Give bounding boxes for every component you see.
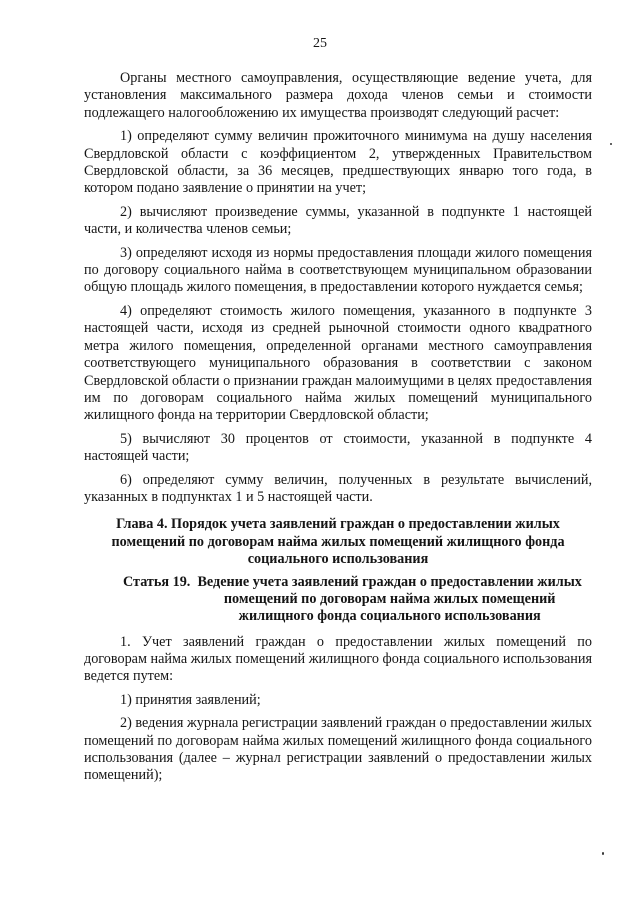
scan-speck [602, 852, 604, 855]
article-label: Статья 19. [123, 573, 191, 590]
document-body [84, 70, 592, 791]
chapter-heading: Глава 4. Порядок учета заявлений граждан о предоставлении жилых помещений по договорам найма жилых помещений жилищного фонда социального использования [111, 516, 565, 567]
article-title: Ведение учета заявлений граждан о предоставлении жилых помещений по договорам найма жилых помещений жилищного фонда социального использования [197, 573, 582, 625]
page-number: 25 [313, 36, 327, 51]
paragraph-intro: Органы местного самоуправления, осуществляющие ведение учета, для установления максимального размера дохода членов семьи и стоимости подлежащего налогообложению их имущества производят следующий расчет: [84, 70, 592, 121]
article-list-item-1: 1) принятия заявлений; [120, 691, 261, 708]
list-item-6: 6) определяют сумму величин, полученных в результате вычислений, указанных в подпунктах 1 и 5 настоящей части. [84, 471, 592, 505]
list-item-5: 5) вычисляют 30 процентов от стоимости, указанной в подпункте 4 настоящей части; [84, 430, 592, 465]
list-item-1: 1) определяют сумму величин прожиточного минимума на душу населения Свердловской области с коэффициентом 2, утвержденных Правительством Свердловской области, за 36 месяцев, предшествующих январю того года, в котором подано заявление о принятии на учет; [84, 128, 592, 197]
list-item-2: 2) вычисляют произведение суммы, указанной в подпункте 1 настоящей части, и количества членов семьи; [84, 203, 592, 238]
article-list-item-2: 2) ведения журнала регистрации заявлений граждан о предоставлении жилых помещений по договорам найма жилых помещений жилищного фонда социального использования (далее – журнал регистрации заявлений о предоставлении жилых помещений); [84, 715, 592, 784]
article-heading [84, 574, 592, 626]
scan-speck [610, 143, 612, 145]
list-item-3: 3) определяют исходя из нормы предоставления площади жилого помещения по договору социального найма в соответствующем муниципальном образовании общую площадь жилого помещения, в предоставлении которого нуждается семья; [84, 244, 592, 296]
paragraph-article-1: 1. Учет заявлений граждан о предоставлении жилых помещений по договорам найма жилых помещений жилищного фонда социального использования ведется путем: [84, 633, 592, 685]
list-item-4: 4) определяют стоимость жилого помещения, указанного в подпункте 3 настоящей части, исходя из средней рыночной стоимости одного квадратного метра жилого помещения, определенной органами местного самоуправления соответствующего муниципального образования в соответствии с законом Свердловской области о признании граждан малоимущими в целях предоставления им по договорам социального найма жилых помещений муниципального жилищного фонда на территории Свердловской области; [84, 302, 592, 424]
